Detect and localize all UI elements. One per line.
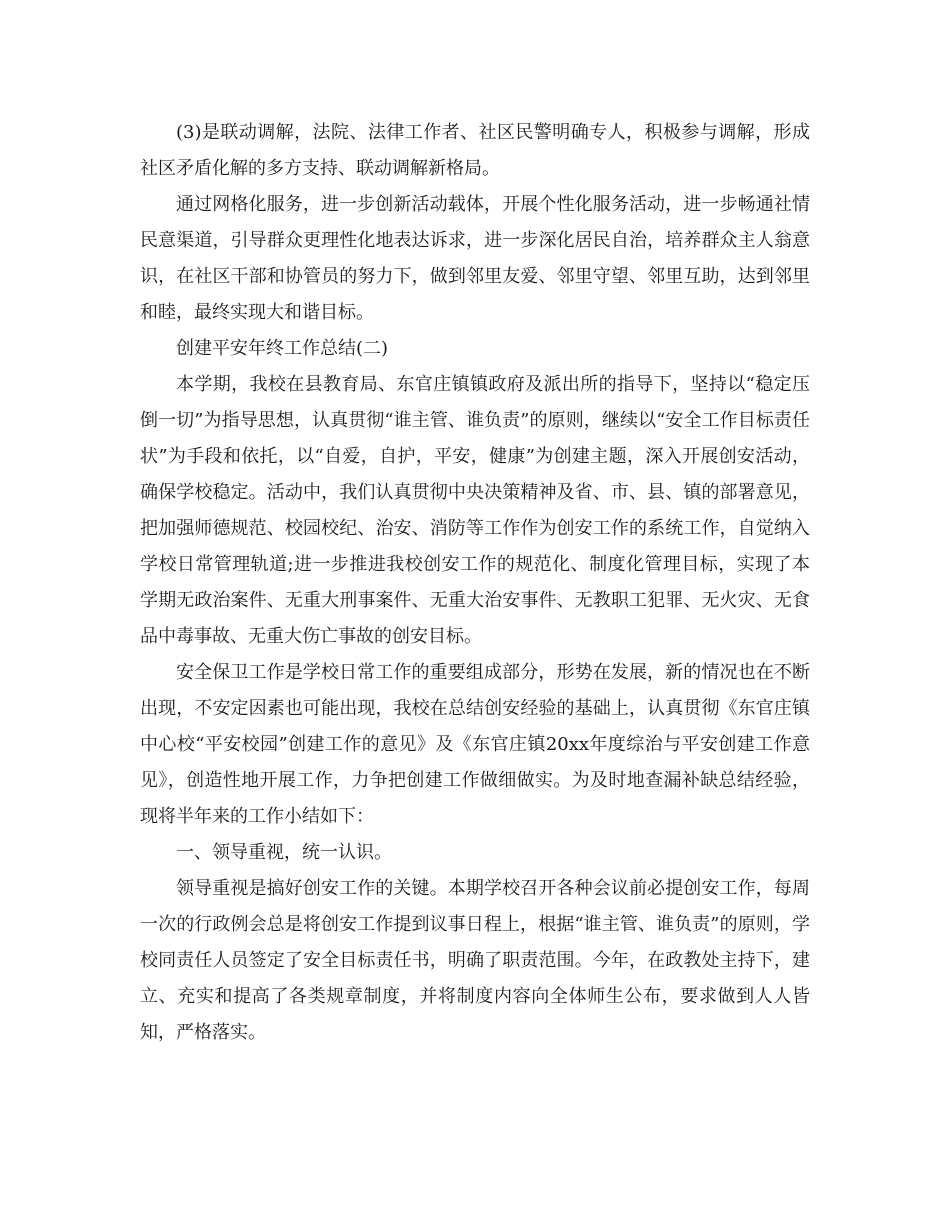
document-body — [140, 115, 810, 1051]
section-title: 创建平安年终工作总结(二) — [176, 338, 389, 359]
paragraph-semester-summary: 本学期，我校在县教育局、东官庄镇镇政府及派出所的指导下，坚持以“稳定压倒一切”为指导思想，认真贯彻“谁主管、谁负责”的原则，继续以“安全工作目标责任状”为手段和依托，以“自爱，自护，平安，健康”为创建主题，深入开展创安活动，确保学校稳定。活动中，我们认真贯彻中央决策精神及省、市、县、镇的部署意见，把加强师德规范、校园校纪、治安、消防等工作作为创安工作的系统工作，自觉纳入学校日常管理轨道;进一步推进我校创安工作的规范化、制度化管理目标，实现了本学期无政治案件、无重大刑事案件、无重大治安事件、无教职工犯罪、无火灾、无食品中毒事故、无重大伤亡事故的创安目标。 — [140, 374, 810, 647]
paragraph-leadership: 领导重视是搞好创安工作的关键。本期学校召开各种会议前必提创安工作，每周一次的行政例会总是将创安工作提到议事日程上，根据“谁主管、谁负责”的原则，学校同责任人员签定了安全目标责任书，明确了职责范围。今年，在政教处主持下，建立、充实和提高了各类规章制度，并将制度内容向全体师生公布，要求做到人人皆知，严格落实。 — [140, 878, 810, 1043]
paragraph-mediation: (3)是联动调解，法院、法律工作者、社区民警明确专人，积极参与调解，形成社区矛盾化解的多方支持、联动调解新格局。 — [140, 122, 810, 179]
paragraph-grid-service: 通过网格化服务，进一步创新活动载体，开展个性化服务活动，进一步畅通社情民意渠道，引导群众更理性化地表达诉求，进一步深化居民自治，培养群众主人翁意识，在社区干部和协管员的努力下，做到邻里友爱、邻里守望、邻里互助，达到邻里和睦，最终实现大和谐目标。 — [140, 194, 810, 323]
paragraph-security-work: 安全保卫工作是学校日常工作的重要组成部分，形势在发展，新的情况也在不断出现，不安定因素也可能出现，我校在总结创安经验的基础上，认真贯彻《东官庄镇中心校“平安校园”创建工作的意见》及《东官庄镇20xx年度综治与平安创建工作意见》，创造性地开展工作，力争把创建工作做细做实。为及时地查漏补缺总结经验，现将半年来的工作小结如下： — [140, 662, 810, 827]
section-heading-leadership: 一、领导重视，统一认识。 — [176, 842, 392, 863]
